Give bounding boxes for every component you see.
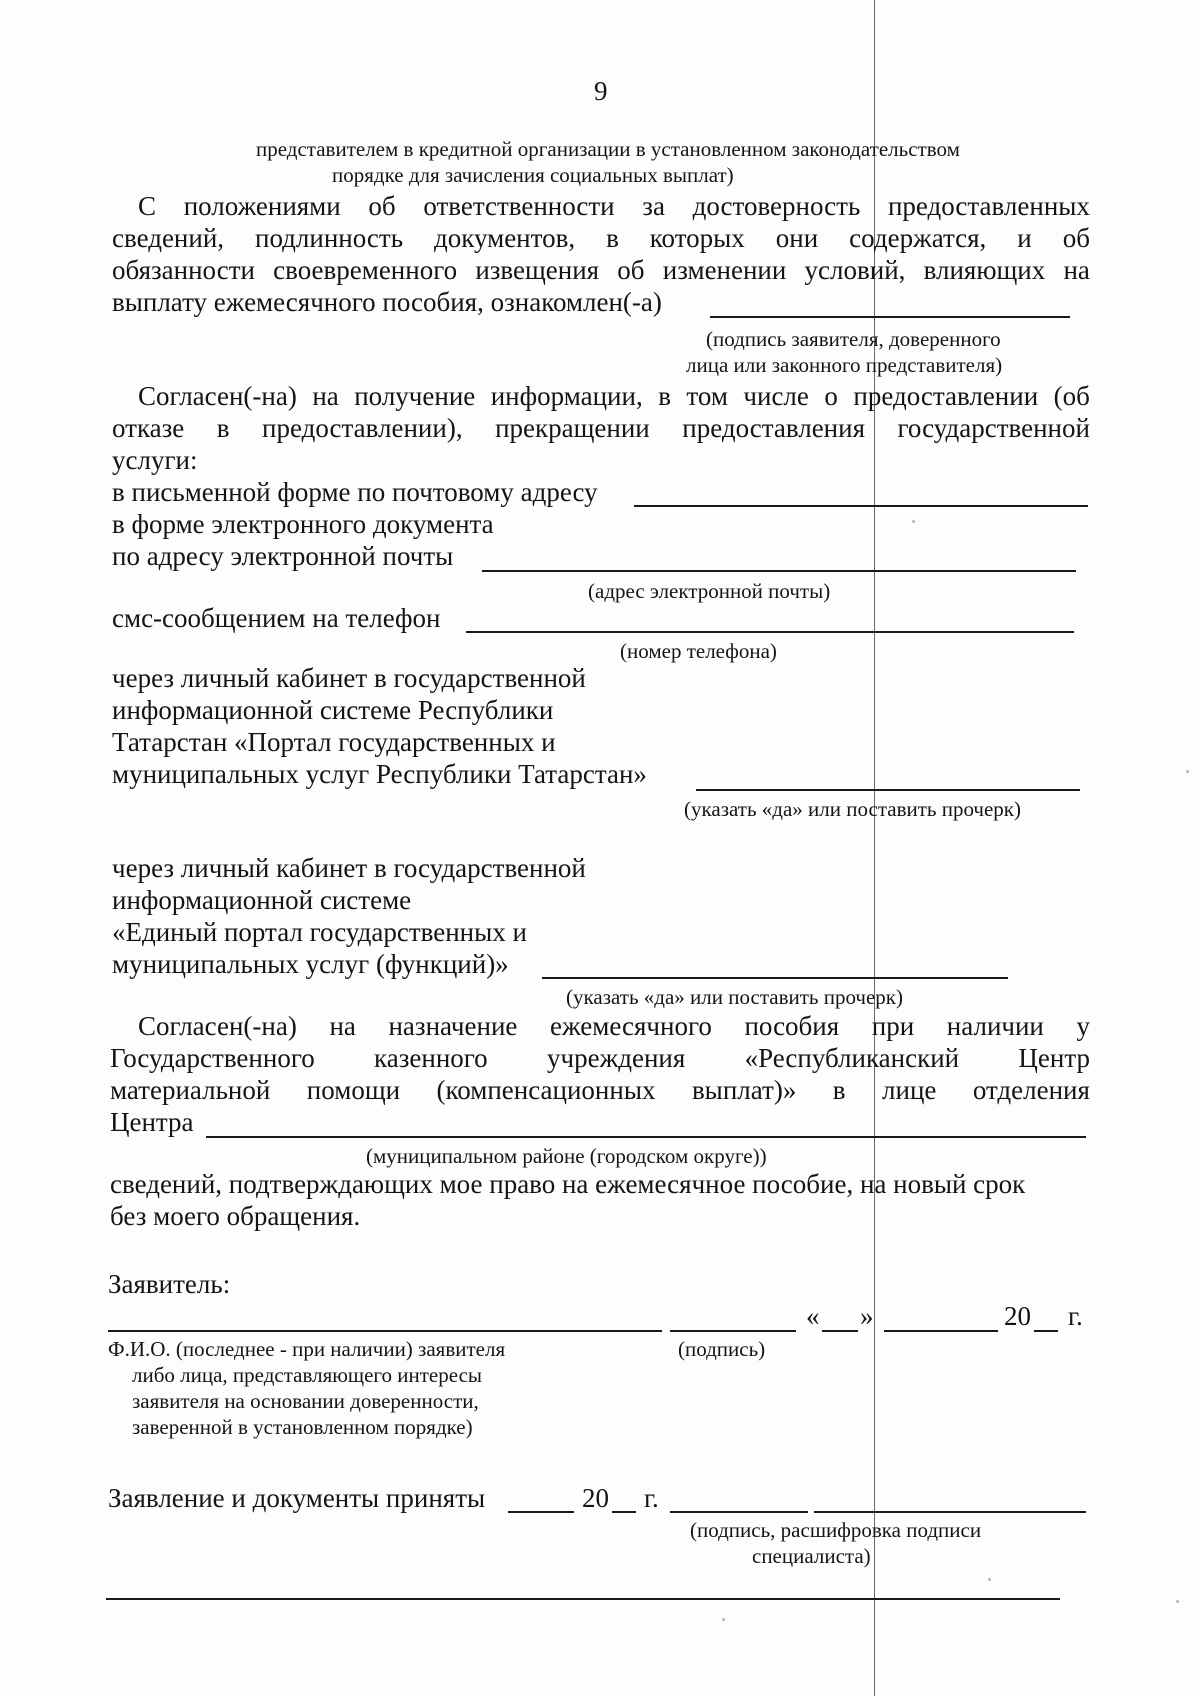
word: достоверность: [692, 191, 861, 221]
word: предоставления: [682, 413, 866, 443]
applicant-quote-close: »: [860, 1301, 874, 1331]
responsibility-signature-line: [710, 316, 1070, 318]
fio-caption-2: либо лица, представляющего интересы: [132, 1363, 483, 1387]
word: наличии: [946, 1011, 1044, 1041]
word: на: [329, 1011, 356, 1041]
applicant-signature-line: [670, 1330, 796, 1332]
responsibility-caption-2: лица или законного представителя): [686, 353, 1003, 377]
word: информации,: [490, 381, 643, 411]
accepted-transcript-line: [814, 1511, 1086, 1513]
word: обязанности: [112, 255, 255, 285]
applicant-quote-open: «: [806, 1301, 820, 1331]
rt-portal-caption: (указать «да» или поставить прочерк): [684, 797, 1022, 821]
word: изменении: [662, 255, 787, 285]
word: и: [1017, 223, 1032, 253]
word: Государственного: [110, 1043, 315, 1073]
accepted-year-prefix: 20: [582, 1483, 609, 1513]
center-department-line: [206, 1136, 1086, 1138]
scan-speck: [1186, 770, 1189, 773]
word: на: [312, 381, 339, 411]
responsibility-line-1: [138, 190, 1090, 222]
applicant-day-line: [822, 1330, 858, 1332]
word: ежемесячного: [550, 1011, 712, 1041]
scan-speck: [1176, 1600, 1179, 1603]
consent-payment-line-3: [110, 1074, 1090, 1106]
scan-speck: [722, 1618, 725, 1621]
word: лице: [882, 1075, 937, 1105]
accepted-caption-2: специалиста): [752, 1544, 871, 1568]
rt-portal-label-1: через личный кабинет в государственной: [112, 663, 586, 693]
responsibility-line-2: [112, 222, 1090, 254]
responsibility-caption-1: (подпись заявителя, доверенного: [706, 327, 1001, 351]
word: положениями: [183, 191, 341, 221]
consent-payment-line-1: [138, 1010, 1090, 1042]
word: документов,: [434, 223, 576, 253]
word: предоставленных: [887, 191, 1090, 221]
word: влияющих: [923, 255, 1046, 285]
word: своевременного: [273, 255, 458, 285]
word: в: [658, 381, 671, 411]
word: учреждения: [547, 1043, 686, 1073]
word: том: [686, 381, 728, 411]
accepted-year-suffix: г.: [644, 1483, 659, 1513]
accepted-date-line: [508, 1511, 574, 1513]
applicant-month-line: [884, 1330, 998, 1332]
word: при: [871, 1011, 915, 1041]
word: числе: [743, 381, 809, 411]
consent-info-line-3: услуги:: [112, 445, 198, 475]
word: которых: [649, 223, 745, 253]
word: в: [606, 223, 619, 253]
word: об: [368, 191, 396, 221]
word: казенного: [374, 1043, 488, 1073]
consent-info-line-2: [112, 412, 1090, 444]
word: пособия: [744, 1011, 840, 1041]
consent-payment-line-2: [110, 1042, 1090, 1074]
electronic-option-label-1: в форме электронного документа: [112, 509, 494, 539]
word: об: [617, 255, 645, 285]
fio-caption-3: заявителя на основании доверенности,: [132, 1389, 479, 1413]
word: помощи: [306, 1075, 401, 1105]
electronic-option-label-2: по адресу электронной почты: [112, 541, 454, 571]
rt-portal-answer-line: [696, 789, 1080, 791]
word: предоставлении),: [262, 413, 463, 443]
fio-caption-4: заверенной в установленном порядке): [132, 1415, 473, 1439]
accepted-year-line: [612, 1511, 636, 1513]
consent-info-line-1: [138, 380, 1090, 412]
word: в: [216, 413, 230, 443]
fio-caption-1: Ф.И.О. (последнее - при наличии) заявителя: [108, 1337, 506, 1361]
epgu-portal-caption: (указать «да» или поставить прочерк): [566, 985, 904, 1009]
word: (об: [1053, 381, 1090, 411]
word: «Республиканский: [744, 1043, 960, 1073]
applicant-year-line: [1034, 1330, 1058, 1332]
applicant-year-prefix: 20: [1004, 1301, 1031, 1331]
bottom-separator-line: [106, 1598, 1060, 1600]
word: Центр: [1018, 1043, 1090, 1073]
word: материальной: [110, 1075, 271, 1105]
email-caption: (адрес электронной почты): [588, 579, 831, 603]
phone-line: [466, 631, 1074, 633]
epgu-portal-label-2: информационной системе: [112, 885, 412, 915]
word: об: [1062, 223, 1090, 253]
epgu-portal-label-1: через личный кабинет в государственной: [112, 853, 586, 883]
word: (компенсационных: [436, 1075, 656, 1105]
consent-payment-line-4: Центра: [110, 1107, 194, 1137]
postal-option-label: в письменной форме по почтовому адресу: [112, 477, 598, 507]
postal-address-line: [634, 505, 1088, 507]
page-number: 9: [594, 76, 608, 106]
email-line: [482, 570, 1076, 572]
word: отказе: [112, 413, 185, 443]
word: Согласен(-на): [138, 1011, 297, 1041]
word: С: [138, 191, 157, 221]
word: Согласен(-на): [138, 381, 297, 411]
word: в: [832, 1075, 846, 1105]
word: подлинность: [255, 223, 404, 253]
epgu-portal-answer-line: [542, 977, 1008, 979]
sms-option-label: смс-сообщением на телефон: [112, 603, 441, 633]
consent-payment-line-6: без моего обращения.: [110, 1201, 361, 1231]
word: содержатся,: [849, 223, 987, 253]
word: выплат)»: [691, 1075, 797, 1105]
note-top-line-1: представителем в кредитной организации в установленном законодательством: [256, 137, 960, 161]
word: у: [1076, 1011, 1090, 1041]
rt-portal-label-4: муниципальных услуг Республики Татарстан»: [112, 759, 647, 789]
applicant-label: Заявитель:: [108, 1269, 231, 1299]
signature-caption: (подпись): [678, 1337, 766, 1361]
rt-portal-label-3: Татарстан «Портал государственных и: [112, 727, 556, 757]
word: ответственности: [423, 191, 615, 221]
word: они: [775, 223, 819, 253]
word: о: [824, 381, 838, 411]
word: сведений,: [112, 223, 225, 253]
word: извещения: [475, 255, 600, 285]
word: государственной: [897, 413, 1090, 443]
epgu-portal-label-3: «Единый портал государственных и: [112, 917, 527, 947]
consent-payment-line-5: сведений, подтверждающих мое право на ежемесячное пособие, на новый срок: [110, 1169, 1026, 1199]
word: получение: [354, 381, 476, 411]
applicant-fio-line: [108, 1330, 662, 1332]
rt-portal-label-2: информационной системе Республики: [112, 695, 554, 725]
word: условий,: [804, 255, 906, 285]
applicant-year-suffix: г.: [1068, 1301, 1083, 1331]
word: на: [1063, 255, 1090, 285]
word: за: [642, 191, 665, 221]
word: отделения: [972, 1075, 1090, 1105]
accepted-signature-line: [670, 1511, 808, 1513]
responsibility-line-3: [112, 254, 1090, 286]
scan-speck: [912, 520, 915, 523]
word: назначение: [388, 1011, 518, 1041]
phone-caption: (номер телефона): [620, 639, 777, 663]
district-caption: (муниципальном районе (городском округе)): [366, 1144, 767, 1168]
scan-speck: [988, 1578, 991, 1581]
accepted-label: Заявление и документы приняты: [108, 1483, 486, 1513]
accepted-caption-1: (подпись, расшифровка подписи: [690, 1518, 982, 1542]
responsibility-line-4: выплату ежемесячного пособия, ознакомлен(-а): [112, 287, 662, 317]
word: прекращении: [495, 413, 650, 443]
word: предоставлении: [853, 381, 1039, 411]
note-top-line-2: порядке для зачисления социальных выплат): [332, 163, 734, 187]
epgu-portal-label-4: муниципальных услуг (функций)»: [112, 949, 509, 979]
